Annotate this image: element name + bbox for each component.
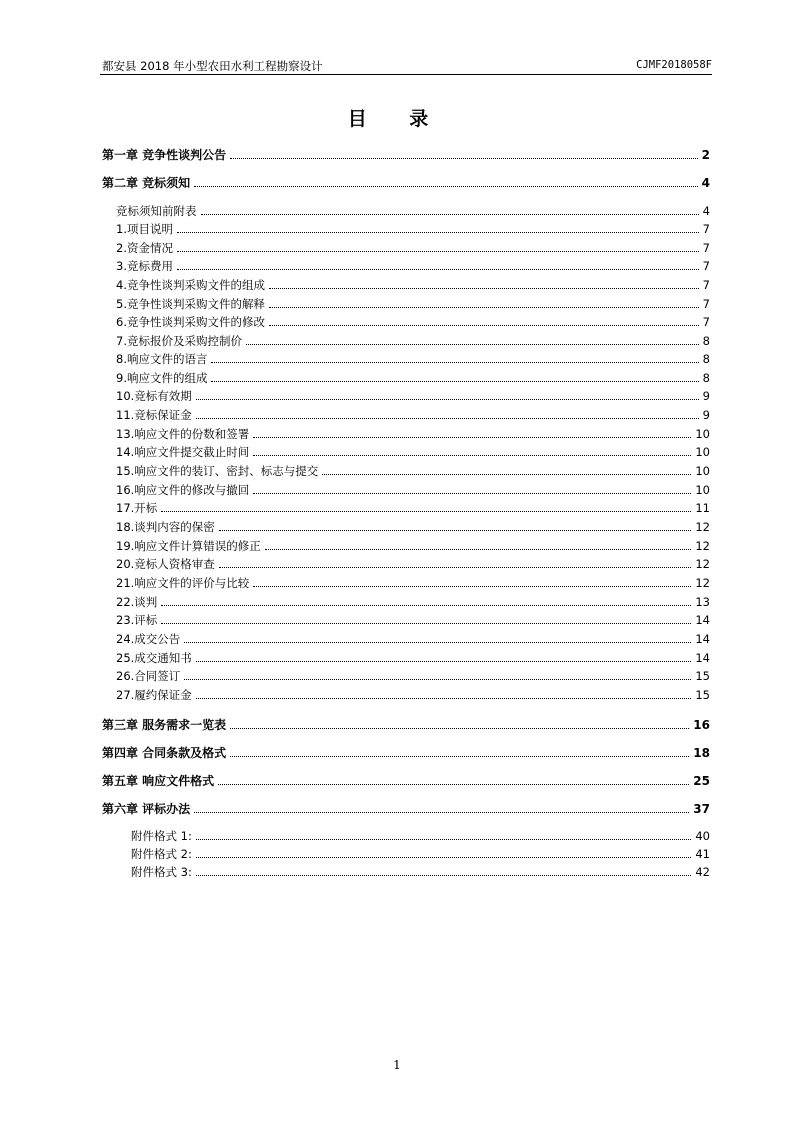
toc-entry-sub[interactable] (116, 314, 710, 330)
toc-entry-page-number: 12 (695, 557, 710, 571)
toc-entry-appx[interactable] (131, 828, 710, 844)
toc-entry-page-number: 12 (695, 520, 710, 534)
toc-entry-page-number: 40 (695, 829, 710, 843)
toc-entry-sub[interactable] (116, 370, 710, 386)
toc-dot-leader (194, 812, 689, 813)
toc-entry-page-number: 15 (695, 688, 710, 702)
toc-entry-label: 第三章 服务需求一览表 (102, 718, 227, 732)
toc-entry-page-number: 10 (695, 483, 710, 497)
toc-entry-page-number: 7 (702, 315, 710, 329)
toc-entry-page-number: 14 (695, 632, 710, 646)
toc-entry-label: 14.响应文件提交截止时间 (116, 445, 250, 459)
toc-entry-chapter[interactable] (102, 716, 710, 733)
toc-entry-page-number: 42 (695, 865, 710, 879)
toc-dot-leader (269, 288, 699, 289)
toc-entry-sub[interactable] (116, 668, 710, 684)
toc-entry-page-number: 14 (695, 613, 710, 627)
toc-entry-label: 15.响应文件的装订、密封、标志与提交 (116, 464, 319, 478)
toc-dot-leader (230, 728, 689, 729)
toc-entry-label: 11.竞标保证金 (116, 408, 192, 422)
toc-entry-label: 3.竞标费用 (116, 259, 173, 273)
toc-entry-sub[interactable] (116, 575, 710, 591)
toc-entry-label: 25.成交通知书 (116, 651, 192, 665)
toc-dot-leader (219, 530, 692, 531)
toc-entry-sub[interactable] (116, 444, 710, 460)
toc-entry-sub[interactable] (116, 296, 710, 312)
toc-entry-label: 18.谈判内容的保密 (116, 520, 215, 534)
toc-entry-page-number: 12 (695, 576, 710, 590)
toc-entry-chapter[interactable] (102, 772, 710, 789)
toc-dot-leader (177, 251, 699, 252)
toc-dot-leader (253, 455, 691, 456)
toc-entry-sub[interactable] (116, 277, 710, 293)
toc-entry-chapter[interactable] (102, 174, 710, 191)
toc-entry-sub[interactable] (116, 612, 710, 628)
toc-entry-page-number: 9 (702, 389, 710, 403)
toc-entry-label: 19.响应文件计算错误的修正 (116, 539, 261, 553)
toc-entry-sub[interactable] (116, 594, 710, 610)
toc-entry-page-number: 2 (701, 148, 710, 162)
toc-entry-label: 9.响应文件的组成 (116, 371, 208, 385)
toc-entry-label: 17.开标 (116, 501, 158, 515)
toc-dot-leader (211, 381, 698, 382)
toc-entry-label: 20.竞标人资格审查 (116, 557, 215, 571)
toc-entry-sub[interactable] (116, 519, 710, 535)
toc-dot-leader (201, 214, 699, 215)
toc-entry-label: 附件格式 3: (131, 865, 192, 879)
toc-entry-appx[interactable] (131, 864, 710, 880)
toc-dot-leader (194, 186, 697, 187)
toc-entry-sub[interactable] (116, 426, 710, 442)
toc-entry-label: 23.评标 (116, 613, 158, 627)
toc-entry-label: 第五章 响应文件格式 (102, 774, 215, 788)
toc-entry-label: 4.竞争性谈判采购文件的组成 (116, 278, 265, 292)
toc-entry-sub[interactable] (116, 482, 710, 498)
toc-dot-leader (177, 232, 699, 233)
toc-dot-leader (177, 269, 699, 270)
toc-entry-label: 5.竞争性谈判采购文件的解释 (116, 297, 265, 311)
toc-dot-leader (196, 661, 692, 662)
toc-entry-page-number: 18 (693, 746, 710, 760)
toc-entry-page-number: 10 (695, 445, 710, 459)
toc-entry-sub[interactable] (116, 388, 710, 404)
toc-entry-page-number: 7 (702, 278, 710, 292)
toc-entry-chapter[interactable] (102, 800, 710, 817)
toc-entry-sub[interactable] (116, 650, 710, 666)
toc-entry-sub[interactable] (116, 407, 710, 423)
header-project-title: 都安县 2018 年小型农田水利工程勘察设计 (102, 59, 323, 73)
toc-entry-label: 1.项目说明 (116, 222, 173, 236)
toc-entry-page-number: 11 (695, 501, 710, 515)
toc-entry-chapter[interactable] (102, 146, 710, 163)
toc-entry-page-number: 7 (702, 241, 710, 255)
toc-entry-sub[interactable] (116, 463, 710, 479)
toc-entry-label: 第四章 合同条款及格式 (102, 746, 227, 760)
toc-dot-leader (184, 642, 691, 643)
toc-entry-page-number: 8 (702, 352, 710, 366)
toc-dot-leader (184, 679, 691, 680)
toc-entry-label: 8.响应文件的语言 (116, 352, 208, 366)
toc-entry-sub[interactable] (116, 221, 710, 237)
toc-entry-label: 22.谈判 (116, 595, 158, 609)
toc-dot-leader (211, 362, 698, 363)
page-number: 1 (393, 1058, 401, 1072)
toc-entry-label: 26.合同签订 (116, 669, 181, 683)
toc-entry-label: 附件格式 1: (131, 829, 192, 843)
toc-dot-leader (196, 857, 692, 858)
page-header (100, 58, 712, 75)
toc-dot-leader (218, 784, 689, 785)
toc-entry-page-number: 9 (702, 408, 710, 422)
toc-dot-leader (161, 605, 691, 606)
toc-entry-sub[interactable] (116, 500, 710, 516)
toc-entry-label: 27.履约保证金 (116, 688, 192, 702)
toc-entry-page-number: 25 (693, 774, 710, 788)
toc-dot-leader (269, 307, 699, 308)
toc-dot-leader (230, 756, 689, 757)
toc-entry-label: 2.资金情况 (116, 241, 173, 255)
toc-entry-chapter[interactable] (102, 744, 710, 761)
toc-entry-page-number: 41 (695, 847, 710, 861)
toc-dot-leader (246, 344, 699, 345)
toc-dot-leader (196, 399, 699, 400)
toc-dot-leader (161, 511, 691, 512)
toc-entry-page-number: 13 (695, 595, 710, 609)
toc-entry-label: 7.竞标报价及采购控制价 (116, 334, 242, 348)
toc-entry-page-number: 7 (702, 297, 710, 311)
toc-dot-leader (196, 875, 692, 876)
toc-entry-sub[interactable] (116, 203, 710, 219)
toc-entry-page-number: 8 (702, 334, 710, 348)
toc-entry-label: 21.响应文件的评价与比较 (116, 576, 250, 590)
toc-entry-page-number: 8 (702, 371, 710, 385)
toc-entry-page-number: 37 (693, 802, 710, 816)
toc-dot-leader (322, 474, 691, 475)
toc-entry-sub[interactable] (116, 258, 710, 274)
toc-entry-sub[interactable] (116, 631, 710, 647)
toc-entry-label: 13.响应文件的份数和签署 (116, 427, 250, 441)
toc-entry-label: 10.竞标有效期 (116, 389, 192, 403)
toc-entry-label: 第二章 竞标须知 (102, 176, 191, 190)
toc-entry-page-number: 10 (695, 427, 710, 441)
toc-entry-sub[interactable] (116, 538, 710, 554)
toc-dot-leader (253, 493, 691, 494)
toc-entry-label: 第一章 竞争性谈判公告 (102, 148, 227, 162)
toc-entry-label: 附件格式 2: (131, 847, 192, 861)
toc-entry-page-number: 4 (701, 176, 710, 190)
toc-entry-appx[interactable] (131, 846, 710, 862)
toc-dot-leader (196, 839, 692, 840)
toc-dot-leader (161, 623, 691, 624)
toc-entry-label: 第六章 评标办法 (102, 802, 191, 816)
toc-dot-leader (230, 158, 697, 159)
toc-entry-sub[interactable] (116, 687, 710, 703)
toc-entry-page-number: 14 (695, 651, 710, 665)
toc-title: 目 录 (347, 108, 447, 130)
toc-dot-leader (196, 418, 699, 419)
toc-entry-sub[interactable] (116, 351, 710, 367)
toc-entry-page-number: 15 (695, 669, 710, 683)
toc-entry-page-number: 4 (702, 204, 710, 218)
toc-entry-label: 16.响应文件的修改与撤回 (116, 483, 250, 497)
toc-dot-leader (253, 437, 691, 438)
toc-dot-leader (269, 325, 699, 326)
toc-dot-leader (196, 698, 692, 699)
toc-dot-leader (253, 586, 691, 587)
toc-dot-leader (265, 549, 692, 550)
toc-entry-label: 6.竞争性谈判采购文件的修改 (116, 315, 265, 329)
toc-entry-label: 24.成交公告 (116, 632, 181, 646)
toc-entry-sub[interactable] (116, 240, 710, 256)
toc-entry-page-number: 12 (695, 539, 710, 553)
toc-entry-page-number: 10 (695, 464, 710, 478)
toc-entry-page-number: 7 (702, 222, 710, 236)
toc-entry-page-number: 7 (702, 259, 710, 273)
toc-entry-sub[interactable] (116, 333, 710, 349)
toc-entry-label: 竞标须知前附表 (116, 204, 197, 218)
toc-entry-page-number: 16 (693, 718, 710, 732)
toc-entry-sub[interactable] (116, 556, 710, 572)
header-document-code: CJMF2018058F (636, 59, 712, 71)
toc-dot-leader (219, 567, 692, 568)
